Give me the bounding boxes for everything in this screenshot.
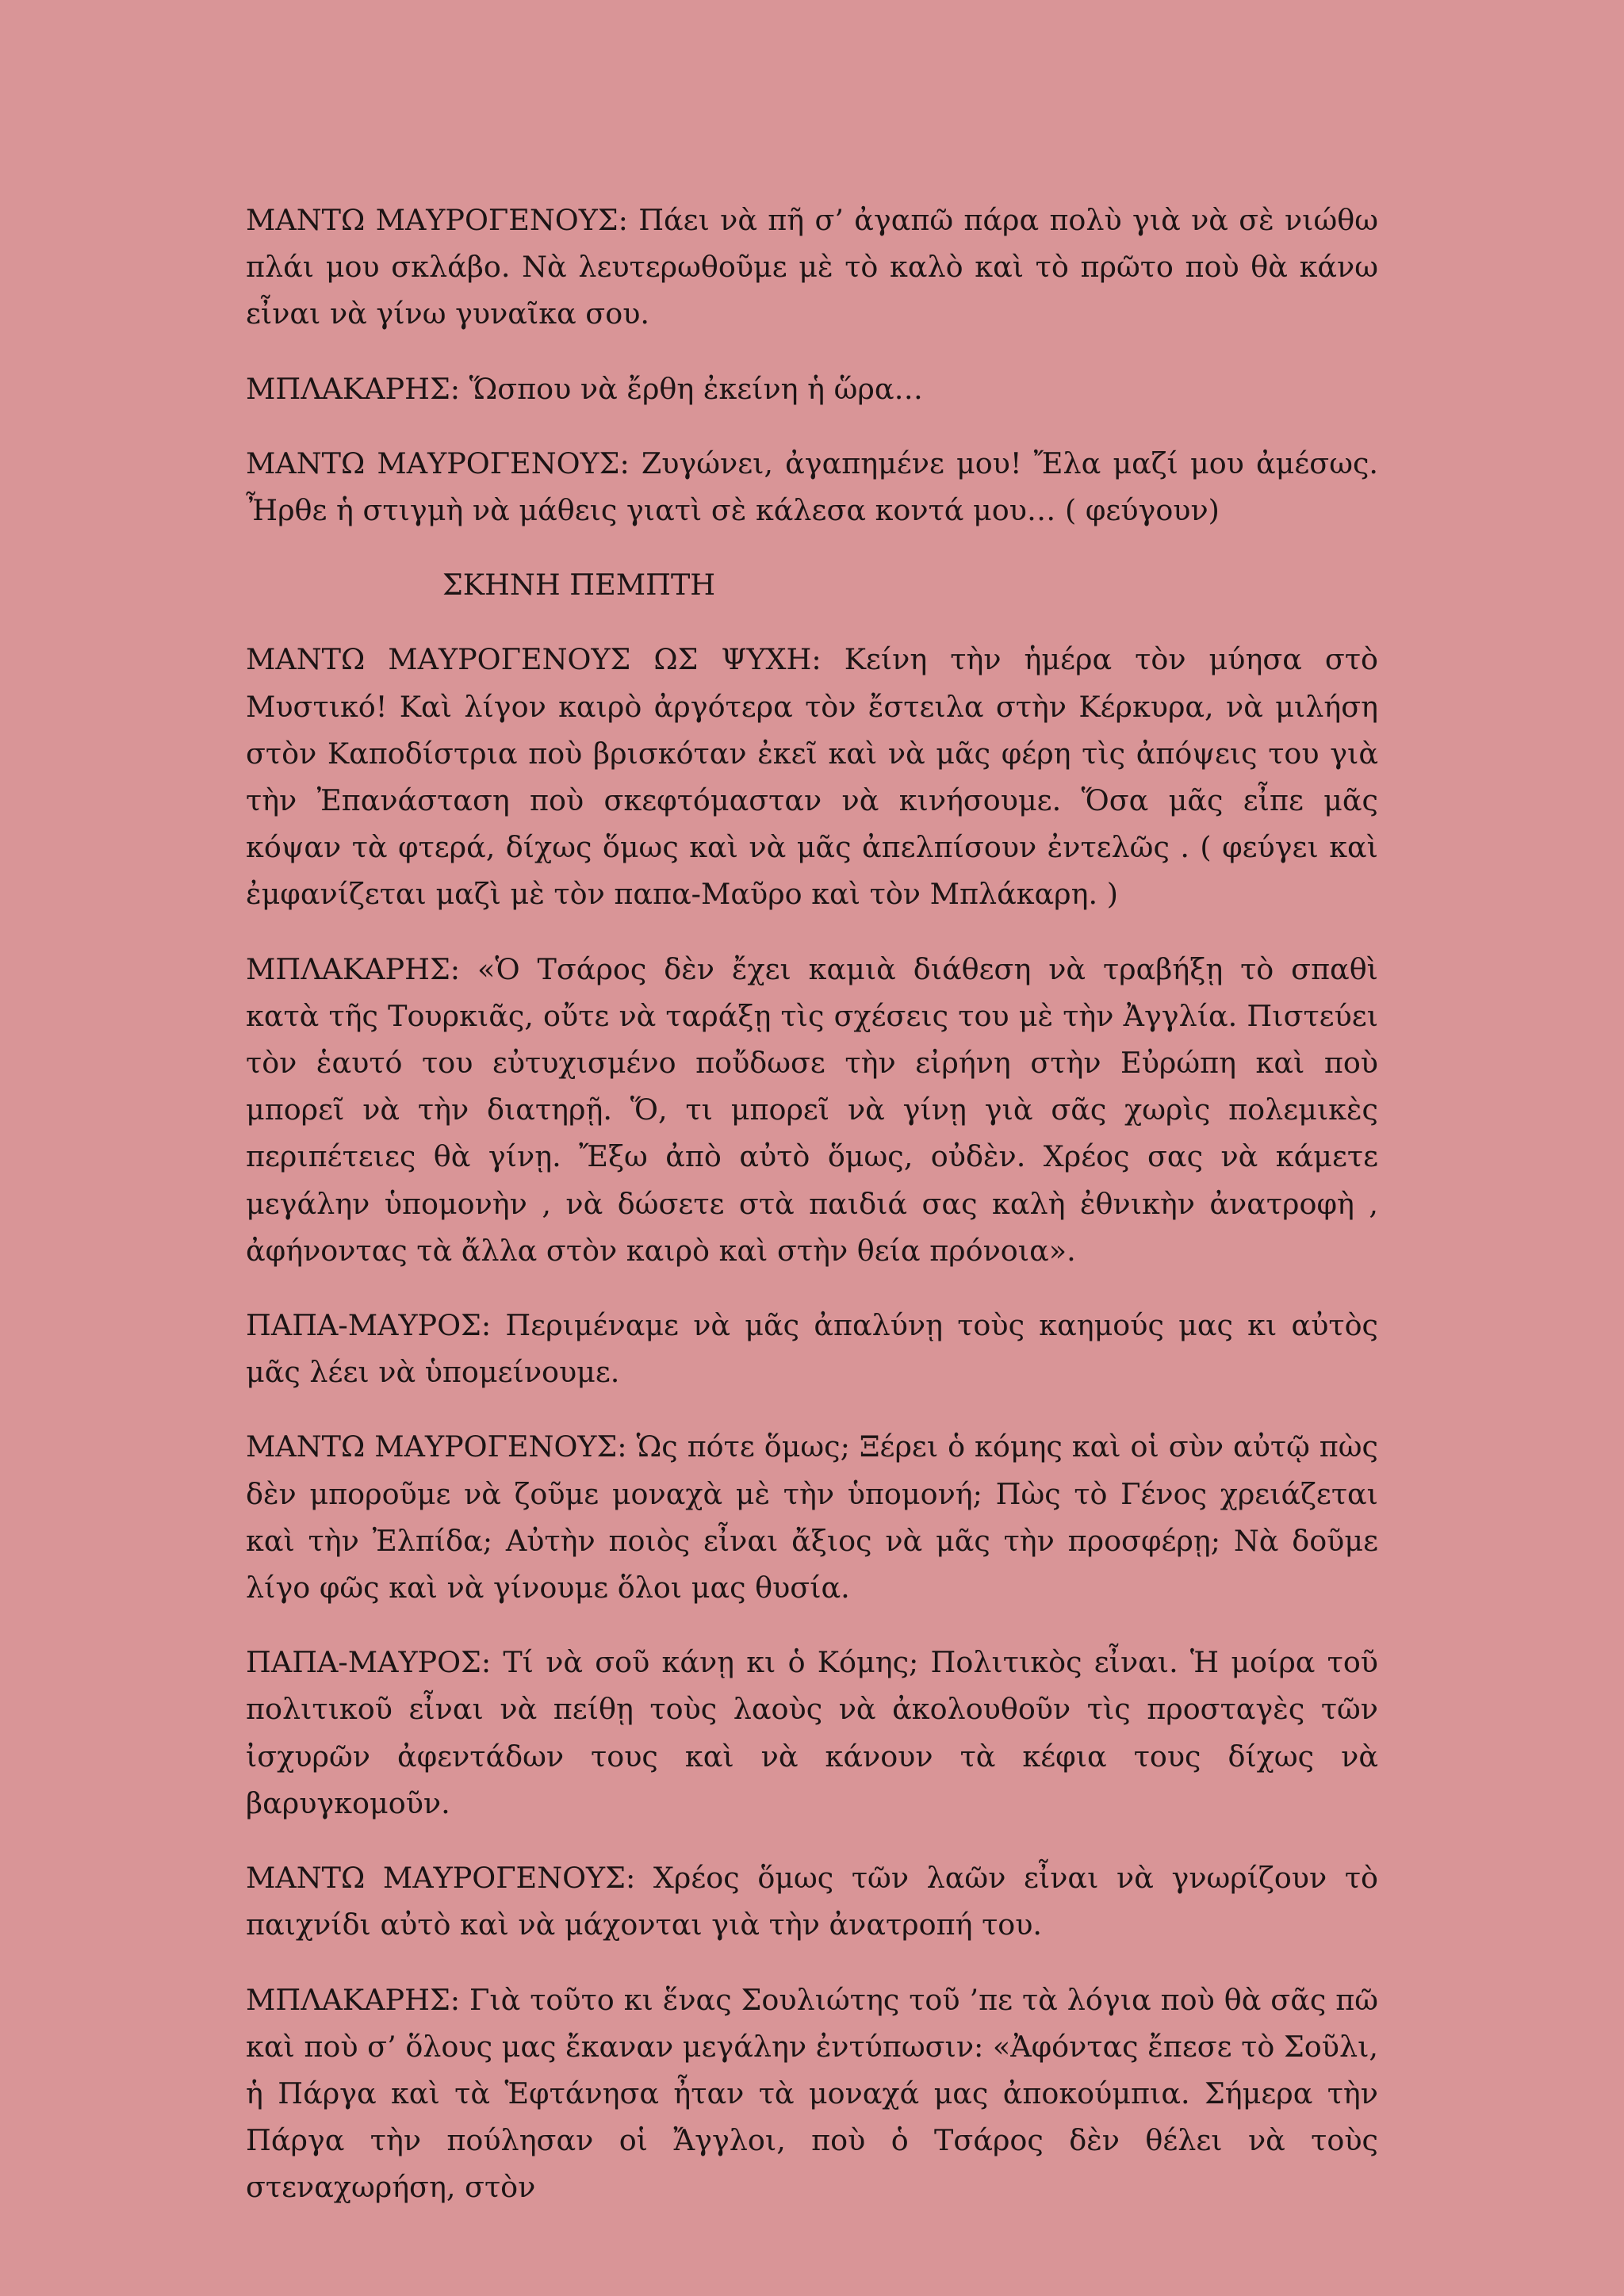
dialogue-paragraph: ΜΠΛΑΚΑΡΗΣ: «Ὁ Τσάρος δὲν ἔχει καμιὰ διάθεση νὰ τραβήξῃ τὸ σπαθὶ κατὰ τῆς Τουρκιᾶς, οὔτε νὰ ταράξῃ τὶς σχέσεις του μὲ τὴν Ἀγγλία. Πιστεύει τὸν ἑαυτό του εὐτυχισμένο ποὔδωσε τὴν εἰρήνη στὴν Εὐρώπη καὶ ποὺ μπορεῖ νὰ τὴν διατηρῇ. Ὅ, τι μπορεῖ νὰ γίνῃ γιὰ σᾶς χωρὶς πολεμικὲς περιπέτειες θὰ γίνῃ. Ἔξω ἀπὸ αὐτὸ ὅμως, οὐδὲν. Χρέος σας νὰ κάμετε μεγάλην ὑπομονὴν , νὰ δώσετε στὰ παιδιά σας καλὴ ἐθνικὴν ἀνατροφὴ , ἀφήνοντας τὰ ἄλλα στὸν καιρὸ καὶ στὴν θεία πρόνοια». [246,951,1378,1268]
dialogue-paragraph: ΜΑΝΤΩ ΜΑΥΡΟΓΕΝΟΥΣ: Χρέος ὅμως τῶν λαῶν εἶναι νὰ γνωρίζουν τὸ παιχνίδι αὐτὸ καὶ νὰ μάχονται γιὰ τὴν ἀνατροπή του. [246,1861,1378,1942]
dialogue-paragraph: ΜΑΝΤΩ ΜΑΥΡΟΓΕΝΟΥΣ: Πάει νὰ πῆ σ’ ἀγαπῶ πάρα πολὺ γιὰ νὰ σὲ νιώθω πλάι μου σκλάβο. Νὰ λευτερωθοῦμε μὲ τὸ καλὸ καὶ τὸ πρῶτο ποὺ θὰ κάνω εἶναι νὰ γίνω γυναῖκα σου. [246,203,1378,331]
dialogue-paragraph: ΜΑΝΤΩ ΜΑΥΡΟΓΕΝΟΥΣ: Ὡς πότε ὅμως; Ξέρει ὁ κόμης καὶ οἱ σὺν αὐτῷ πὼς δὲν μποροῦμε νὰ ζοῦμε μοναχὰ μὲ τὴν ὑπομονή; Πὼς τὸ Γένος χρειάζεται καὶ τὴν Ἐλπίδα; Αὐτὴν ποιὸς εἶναι ἄξιος νὰ μᾶς τὴν προσφέρῃ; Νὰ δοῦμε λίγο φῶς καὶ νὰ γίνουμε ὅλοι μας θυσία. [246,1429,1378,1605]
document-page [246,197,1378,2239]
scene-heading: ΣΚΗΝΗ ΠΕΜΠΤΗ [442,568,716,603]
dialogue-paragraph: ΠΑΠΑ-ΜΑΥΡΟΣ: Περιμέναμε νὰ μᾶς ἀπαλύνῃ τοὺς καημούς μας κι αὐτὸς μᾶς λέει νὰ ὑπομείνουμε. [246,1308,1378,1390]
dialogue-paragraph: ΜΠΛΑΚΑΡΗΣ: Γιὰ τοῦτο κι ἕνας Σουλιώτης τοῦ ’πε τὰ λόγια ποὺ θὰ σᾶς πῶ καὶ ποὺ σ’ ὅλους μας ἔκαναν μεγάλην ἐντύπωσιν: «Ἀφόντας ἔπεσε τὸ Σοῦλι, ἡ Πάργα καὶ τὰ Ἑφτάνησα ἦταν τὰ μοναχά μας ἀποκούμπια. Σήμερα τὴν Πάργα τὴν πούλησαν οἱ Ἄγγλοι, ποὺ ὁ Τσάρος δὲν θέλει νὰ τοὺς στεναχωρήση, στὸν [246,1982,1378,2205]
dialogue-paragraph: ΜΑΝΤΩ ΜΑΥΡΟΓΕΝΟΥΣ: Ζυγώνει, ἀγαπημένε μου! Ἔλα μαζί μου ἀμέσως. Ἦρθε ἡ στιγμὴ νὰ μάθεις γιατὶ σὲ κάλεσα κοντά μου… ( φεύγουν) [246,446,1378,528]
dialogue-paragraph: ΠΑΠΑ-ΜΑΥΡΟΣ: Τί νὰ σοῦ κάνῃ κι ὁ Κόμης; Πολιτικὸς εἶναι. Ἡ μοίρα τοῦ πολιτικοῦ εἶναι νὰ πείθῃ τοὺς λαοὺς νὰ ἀκολουθοῦν τὶς προσταγὲς τῶν ἰσχυρῶν ἀφεντάδων τους καὶ νὰ κάνουν τὰ κέφια τους δίχως νὰ βαρυγκομοῦν. [246,1645,1378,1820]
dialogue-paragraph: ΜΠΛΑΚΑΡΗΣ: Ὥσπου νὰ ἔρθη ἐκείνη ἡ ὥρα… [246,371,923,406]
dialogue-paragraph: ΜΑΝΤΩ ΜΑΥΡΟΓΕΝΟΥΣ ΩΣ ΨΥΧΗ: Κείνη τὴν ἡμέρα τὸν μύησα στὸ Μυστικό! Καὶ λίγον καιρὸ ἀργότερα τὸν ἔστειλα στὴν Κέρκυρα, νὰ μιλήση στὸν Καποδίστρια ποὺ βρισκόταν ἐκεῖ καὶ νὰ μᾶς φέρη τὶς ἀπόψεις του γιὰ τὴν Ἐπανάσταση ποὺ σκεφτόμασταν νὰ κινήσουμε. Ὅσα μᾶς εἶπε μᾶς κόψαν τὰ φτερά, δίχως ὅμως καὶ νὰ μᾶς ἀπελπίσουν ἐντελῶς . ( φεύγει καὶ ἐμφανίζεται μαζὶ μὲ τὸν παπα-Μαῦρο καὶ τὸν Μπλάκαρη. ) [246,642,1378,912]
